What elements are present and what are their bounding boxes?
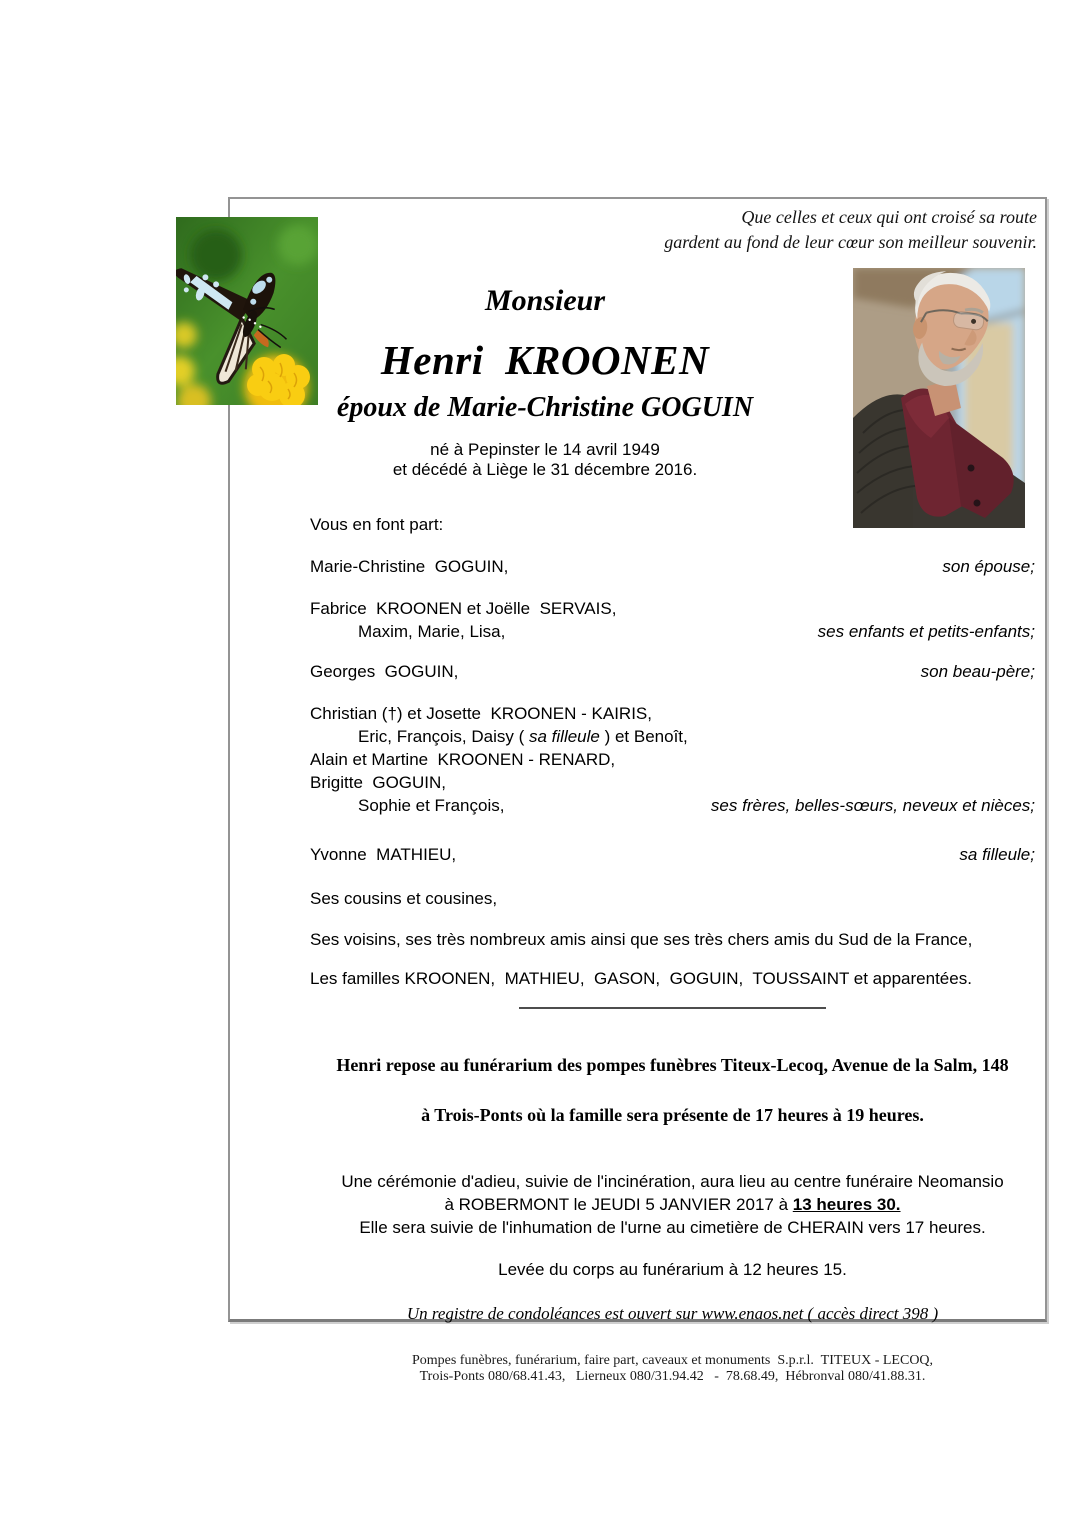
footer-line-1: Pompes funèbres, funérarium, faire part, caveaux et monuments S.p.r.l. TITEUX - LECOQ, bbox=[411, 1353, 934, 1368]
family-names: Ses cousins et cousines, bbox=[310, 889, 498, 908]
family-names: Ses voisins, ses très nombreux amis ainsi que ses très chers amis du Sud de la France, bbox=[310, 930, 973, 949]
family-row-grandchildren bbox=[310, 620, 1035, 643]
family-names: Sophie et François, bbox=[358, 796, 505, 815]
ceremony-line-3: Elle sera suivie de l'inhumation de l'urne au cimetière de CHERAIN vers 17 heures. bbox=[359, 1218, 986, 1237]
family-row-siblings-3 bbox=[310, 748, 1035, 771]
family-names: Marie-Christine GOGUIN, bbox=[310, 557, 509, 576]
intro-text: Vous en font part: bbox=[310, 515, 444, 534]
ceremony-line-2 bbox=[310, 1193, 1035, 1216]
family-names: Alain et Martine KROONEN - RENARD, bbox=[310, 750, 616, 769]
family-names: Les familles KROONEN, MATHIEU, GASON, GOGUIN, TOUSSAINT et apparentées. bbox=[310, 969, 972, 988]
title-monsieur: Monsieur bbox=[484, 284, 606, 317]
opening-quote bbox=[664, 205, 1037, 255]
ceremony-line-1: Une cérémonie d'adieu, suivie de l'incinération, aura lieu au centre funéraire Neomansio bbox=[341, 1172, 1004, 1191]
family-row-siblings-4 bbox=[310, 771, 1035, 794]
condolence-register-line: Un registre de condoléances est ouvert sur www.enaos.net ( accès direct 398 ) bbox=[406, 1304, 939, 1323]
family-row-spouse bbox=[310, 555, 1035, 578]
birth-line: né à Pepinster le 14 avril 1949 bbox=[430, 440, 660, 459]
family-names: Christian (†) et Josette KROONEN - KAIRIS, bbox=[310, 704, 652, 723]
family-role: son épouse; bbox=[942, 557, 1035, 576]
names-post: ) et Benoît, bbox=[599, 727, 688, 746]
footer-line-2: Trois-Ponts 080/68.41.43, Lierneux 080/31.94.42 - 78.68.49, Hébronval 080/41.88.31. bbox=[419, 1368, 926, 1384]
names-pre: Eric, François, Daisy ( bbox=[358, 727, 529, 746]
family-names: Brigitte GOGUIN, bbox=[310, 773, 447, 792]
ceremony-line-2-text: à ROBERMONT le JEUDI 5 JANVIER 2017 à bbox=[444, 1195, 793, 1214]
family-names: Fabrice KROONEN et Joëlle SERVAIS, bbox=[310, 599, 617, 618]
ceremony-time: 13 heures 30. bbox=[792, 1195, 901, 1214]
portrait-illustration bbox=[853, 268, 1025, 528]
repose-notice bbox=[310, 1028, 1035, 1153]
family-names: Maxim, Marie, Lisa, bbox=[358, 622, 506, 641]
family-row-families bbox=[310, 967, 1035, 990]
separator-line bbox=[519, 1007, 826, 1009]
family-row-siblings-5 bbox=[310, 794, 1035, 817]
family-row-siblings-1 bbox=[310, 702, 1035, 725]
repose-line-1: Henri repose au funérarium des pompes funèbres Titeux-Lecoq, Avenue de la Salm, 148 bbox=[336, 1055, 1009, 1075]
repose-line-2: à Trois-Ponts où la famille sera présente de 17 heures à 19 heures. bbox=[421, 1105, 924, 1125]
family-row-children bbox=[310, 597, 1035, 620]
spouse-line: époux de Marie-Christine GOGUIN bbox=[336, 392, 754, 423]
deceased-name: Henri KROONEN bbox=[380, 337, 710, 383]
family-role: ses enfants et petits-enfants; bbox=[817, 622, 1035, 641]
funeral-home-footer bbox=[310, 1353, 1035, 1384]
family-row-neighbors bbox=[310, 928, 1035, 951]
levee-line: Levée du corps au funérarium à 12 heures 15. bbox=[498, 1260, 847, 1279]
family-role: son beau-père; bbox=[920, 662, 1035, 681]
family-role: sa filleule; bbox=[959, 845, 1035, 864]
ceremony-notice bbox=[310, 1170, 1035, 1239]
death-line: et décédé à Liège le 31 décembre 2016. bbox=[392, 460, 698, 479]
portrait-photo bbox=[853, 268, 1025, 528]
family-row-cousins bbox=[310, 887, 1035, 910]
family-names: Yvonne MATHIEU, bbox=[310, 845, 457, 864]
announcement-body bbox=[310, 513, 1035, 1384]
family-names bbox=[358, 727, 688, 746]
quote-line-1: Que celles et ceux qui ont croisé sa route bbox=[741, 207, 1037, 227]
family-names: Georges GOGUIN, bbox=[310, 662, 459, 681]
family-role: ses frères, belles-sœurs, neveux et nièces; bbox=[710, 796, 1035, 815]
family-row-siblings-2 bbox=[310, 725, 1035, 748]
quote-line-2: gardent au fond de leur cœur son meilleur souvenir. bbox=[664, 232, 1037, 252]
family-row-father-in-law bbox=[310, 660, 1035, 683]
intro-line bbox=[310, 513, 1035, 536]
names-italic-note: sa filleule bbox=[528, 727, 600, 746]
family-row-goddaughter bbox=[310, 843, 1035, 866]
